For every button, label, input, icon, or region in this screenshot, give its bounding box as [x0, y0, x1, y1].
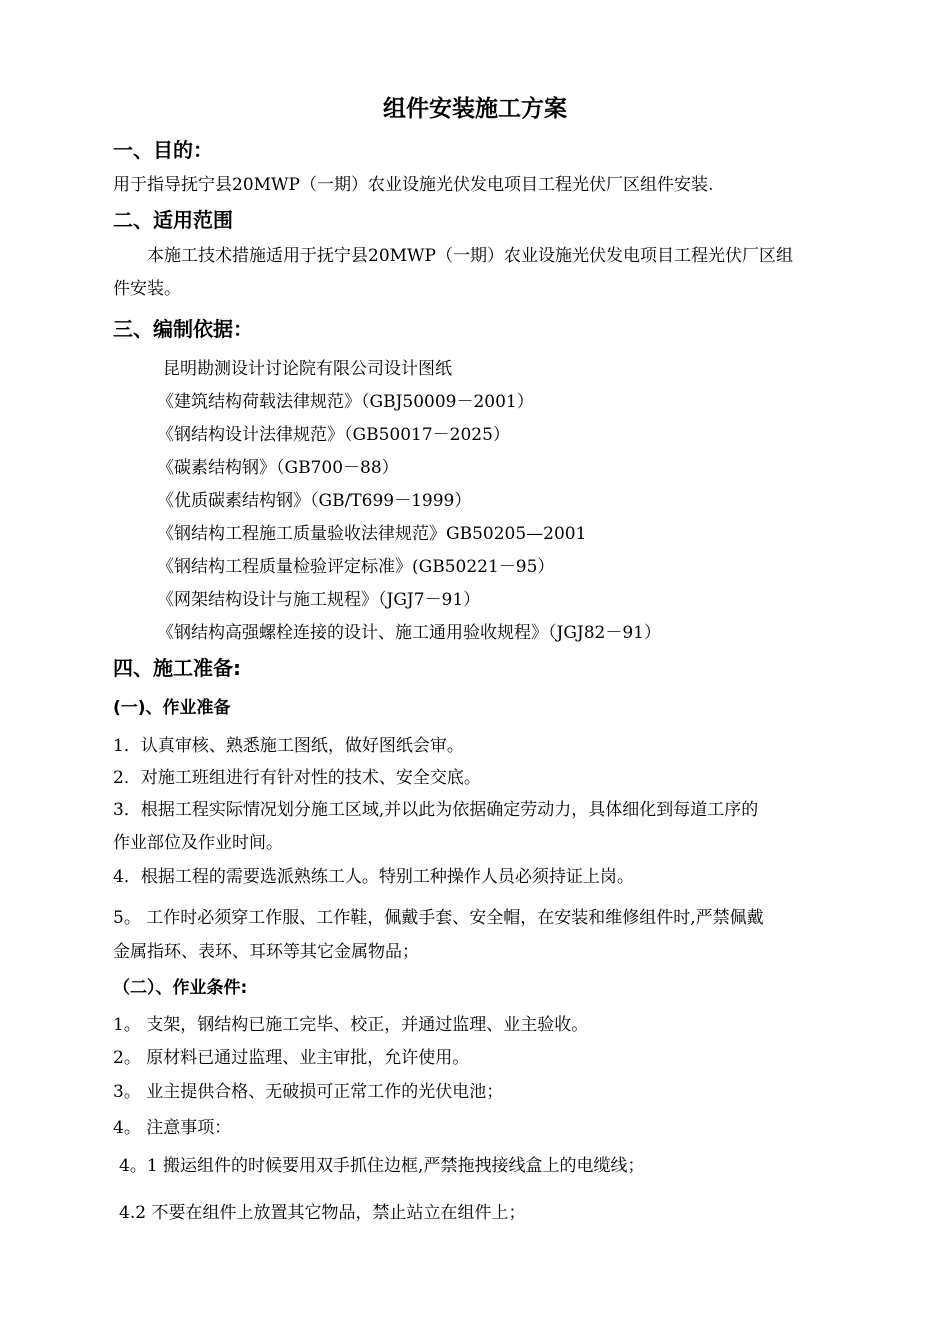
- reference-item: 《钢结构设计法律规范》（GB50017－2025）: [157, 425, 510, 445]
- section-heading-purpose: 一、目的：: [113, 138, 213, 162]
- list-item: 4。 注意事项：: [113, 1118, 232, 1138]
- list-item: 5。 工作时必须穿工作服、工作鞋，佩戴手套、安全帽，在安装和维修组件时,严禁佩戴: [113, 908, 764, 928]
- list-item: 2．对施工班组进行有针对性的技术、安全交底。: [113, 768, 481, 788]
- list-item: 3。 业主提供合格、无破损可正常工作的光伏电池；: [113, 1082, 504, 1102]
- reference-item: 《建筑结构荷载法律规范》（GBJ50009－2001）: [157, 392, 534, 412]
- reference-item: 《网架结构设计与施工规程》（JGJ7－91）: [157, 590, 481, 610]
- subsection-heading-work-prep: (一)、作业准备: [113, 698, 231, 718]
- reference-item: 《钢结构工程施工质量验收法律规范》GB50205—2001: [157, 524, 587, 544]
- note-item: 4。1 搬运组件的时候要用双手抓住边框,严禁拖拽接线盒上的电缆线；: [119, 1156, 645, 1176]
- list-item: 3．根据工程实际情况划分施工区域,并以此为依据确定劳动力，具体细化到每道工序的: [113, 800, 759, 820]
- reference-item: 昆明勘测设计讨论院有限公司设计图纸: [163, 359, 452, 379]
- scope-text-line-1: 本施工技术措施适用于抚宁县20MWP（一期）农业设施光伏发电项目工程光伏厂区组: [147, 246, 793, 266]
- scope-text-line-2: 件安装。: [113, 279, 181, 299]
- reference-item: 《碳素结构钢》（GB700－88）: [157, 458, 399, 478]
- list-item: 4．根据工程的需要选派熟练工人。特别工种操作人员必须持证上岗。: [113, 867, 634, 887]
- reference-item: 《钢结构高强螺栓连接的设计、施工通用验收规程》（JGJ82－91）: [157, 623, 661, 643]
- list-item-continuation: 作业部位及作业时间。: [113, 833, 283, 853]
- purpose-text: 用于指导抚宁县20MWP（一期）农业设施光伏发电项目工程光伏厂区组件安装.: [113, 175, 714, 195]
- list-item: 2。 原材料已通过监理、业主审批，允许使用。: [113, 1048, 470, 1068]
- section-heading-basis: 三、编制依据：: [113, 317, 253, 341]
- document-title: 组件安装施工方案: [383, 96, 567, 122]
- note-item: 4.2 不要在组件上放置其它物品，禁止站立在组件上；: [119, 1203, 526, 1223]
- section-heading-scope: 二、适用范围: [113, 208, 233, 232]
- list-item: 1。 支架，钢结构已施工完毕、校正，并通过监理、业主验收。: [113, 1015, 589, 1035]
- reference-item: 《钢结构工程质量检验评定标准》(GB50221－95）: [157, 557, 555, 577]
- reference-item: 《优质碳素结构钢》（GB/T699－1999）: [157, 491, 472, 511]
- list-item-continuation: 金属指环、表环、耳环等其它金属物品；: [113, 942, 419, 962]
- list-item: 1．认真审核、熟悉施工图纸，做好图纸会审。: [113, 736, 464, 756]
- subsection-heading-work-conditions: （二）、作业条件:: [113, 978, 248, 998]
- section-heading-preparation: 四、施工准备:: [113, 656, 241, 680]
